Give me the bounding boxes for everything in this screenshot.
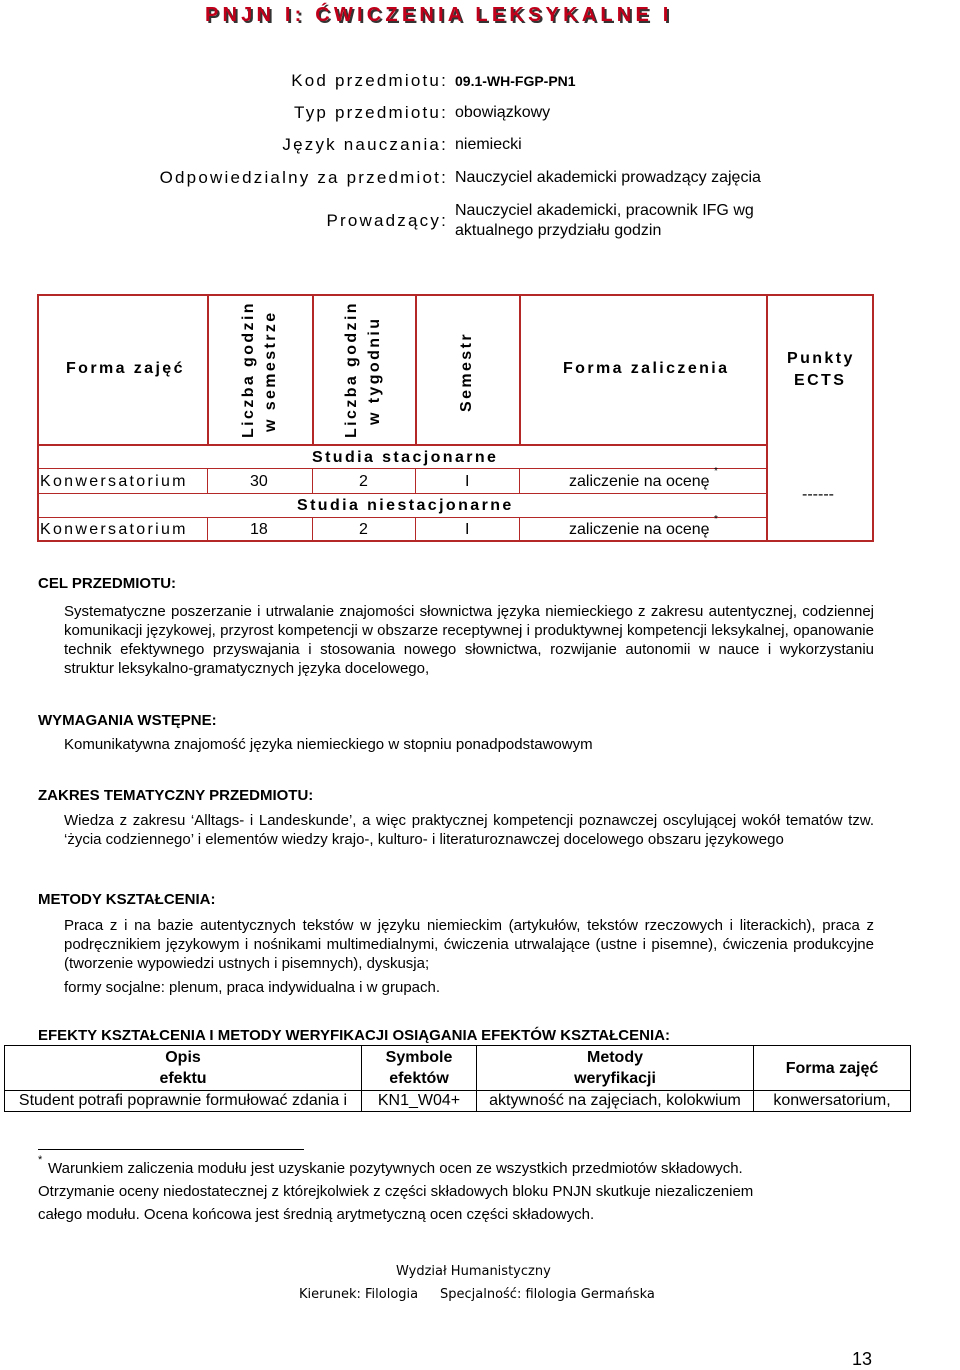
footnote-line-1: Warunkiem zaliczenia modułu jest uzyskanie pozytywnych ocen ze wszystkich przedmiotów składowych. [48,1160,743,1177]
row1-zaliczenie: zaliczenie na ocenę [569,473,710,490]
prowadzacy-value-2: aktualnego przydziału godzin [455,222,662,239]
efekty-table [4,1045,911,1112]
jezyk-label: Język nauczania: [282,135,448,154]
row1-godz-semestr: 30 [250,473,268,490]
page-number: 13 [851,1349,872,1369]
kod-value: 09.1-WH-FGP-PN1 [455,73,576,89]
section-niestacjonarne: Studia niestacjonarne [297,497,514,514]
table-border-top [37,294,775,296]
prowadzacy-value-1: Nauczyciel akademicki, pracownik IFG wg [455,202,754,219]
row2-godz-tydzien: 2 [359,521,368,538]
zakres-heading: ZAKRES TEMATYCZNY PRZEDMIOTU: [38,787,314,804]
typ-label: Typ przedmiotu: [294,103,448,122]
header-ects-2: ECTS [794,372,847,389]
footnote-separator [38,1149,304,1150]
row1-forma: Konwersatorium [40,473,188,490]
cel-heading: CEL PRZEDMIOTU: [38,575,177,592]
row2-footnote-mark: * [714,514,718,525]
odpowiedzialny-label: Odpowiedzialny za przedmiot: [159,168,448,187]
efekty-h-opis: Opis efektu [5,1046,362,1091]
footer-wydzial: Wydział Humanistyczny [396,1264,551,1279]
efekty-row-symbol: KN1_W04+ [362,1091,477,1112]
header-forma-zajec: Forma zajęć [66,360,185,377]
efekty-heading: EFEKTY KSZTAŁCENIA I METODY WERYFIKACJI OSIĄGANIA EFEKTÓW KSZTAŁCENIA: [38,1027,670,1044]
footnote-line-3: całego modułu. Ocena końcowa jest średnią arytmetyczną ocen części składowych. [38,1206,595,1223]
row1-godz-tydzien: 2 [359,473,368,490]
row1-semestr: I [465,473,470,490]
metody-heading: METODY KSZTAŁCENIA: [38,891,216,908]
wymagania-text: Komunikatywna znajomość języka niemieckiego w stopniu ponadpodstawowym [64,736,593,753]
efekty-row-metody: aktywność na zajęciach, kolokwium [477,1091,754,1112]
efekty-row-opis: Student potrafi poprawnie formułować zdania i [5,1091,362,1112]
table-border-right [872,294,874,542]
header-liczba-semestr-1: Liczba godzin [240,301,257,438]
row2-forma: Konwersatorium [40,521,188,538]
zakres-text: Wiedza z zakresu ‘Alltags- i Landeskunde’, a więc praktycznej kompetencji poznawczej oscylującej wokół tematów tzw. ‘życia codziennego’ i elementów wiedzy krajo-, kulturo- i literaturoznawczej docelowego obszaru językowego [64,812,874,848]
typ-value: obowiązkowy [455,104,551,121]
cel-text: Systematyczne poszerzanie i utrwalanie znajomości słownictwa języka niemieckiego z zakresu autentycznej, codziennej komunikacji językowej, przyrost kompetencji w obszarze receptywnej i produktywnej kompetencji leksykalnej, opanowanie technik efektywnego przyswajania i stosowania nowego słownictwa, rozwijanie autonomii w nauce i wykorzystaniu struktur leksykalno-gramatycznych języka docelowego, [64,603,874,677]
wymagania-heading: WYMAGANIA WSTĘPNE: [38,712,217,729]
header-ects-1: Punkty [787,350,855,367]
table-border-top-ects [766,294,874,296]
odpowiedzialny-value: Nauczyciel akademicki prowadzący zajęcia [455,169,761,186]
kod-label: Kod przedmiotu: [291,71,448,90]
metody-text: Praca z i na bazie autentycznych tekstów w języku niemieckim (artykułów, tekstów rzeczowych i literackich), praca z podręcznikiem językowym i nośnikami multimedialnymi, ćwiczenia utrwalające (ustne i pisemne), ćwiczenia produkcyjne (tworzenie wypowiedzi ustnych i pisemnych), dyskusja; [64,917,874,972]
table-border-left [37,294,39,542]
header-forma-zaliczenia: Forma zaliczenia [563,360,730,377]
footer-kierunek: Kierunek: Filologia [299,1287,419,1302]
header-liczba-semestr-2: w semestrze [262,310,279,432]
header-semestr: Semestr [458,332,475,412]
prowadzacy-label: Prowadzący: [326,211,448,230]
jezyk-value: niemiecki [455,136,522,153]
row2-semestr: I [465,521,470,538]
ects-value: ------ [802,486,834,503]
course-title: PNJN I: ĆWICZENIA LEKSYKALNE I [205,4,673,26]
row1-footnote-mark: * [714,466,718,477]
table-border-bottom [37,540,874,542]
metody-text-2: formy socjalne: plenum, praca indywidualna i w grupach. [64,979,441,996]
row2-zaliczenie: zaliczenie na ocenę [569,521,710,538]
efekty-row-forma: konwersatorium, [754,1091,911,1112]
row2-godz-semestr: 18 [250,521,268,538]
section-stacjonarne: Studia stacjonarne [312,449,499,466]
efekty-h-symbole: Symbole efektów [362,1046,477,1091]
footnote-mark: * [38,1154,43,1166]
efekty-h-metody: Metody weryfikacji [477,1046,754,1091]
efekty-h-forma: Forma zajęć [754,1046,911,1091]
footnote-line-2: Otrzymanie oceny niedostatecznej z którejkolwiek z części składowych bloku PNJN skutkuje niezaliczeniem [38,1183,754,1200]
footer-specjalnosc: Specjalność: filologia Germańska [440,1287,655,1302]
header-liczba-tydzien-1: Liczba godzin [343,301,360,438]
header-liczba-tydzien-2: w tygodniu [366,316,383,425]
